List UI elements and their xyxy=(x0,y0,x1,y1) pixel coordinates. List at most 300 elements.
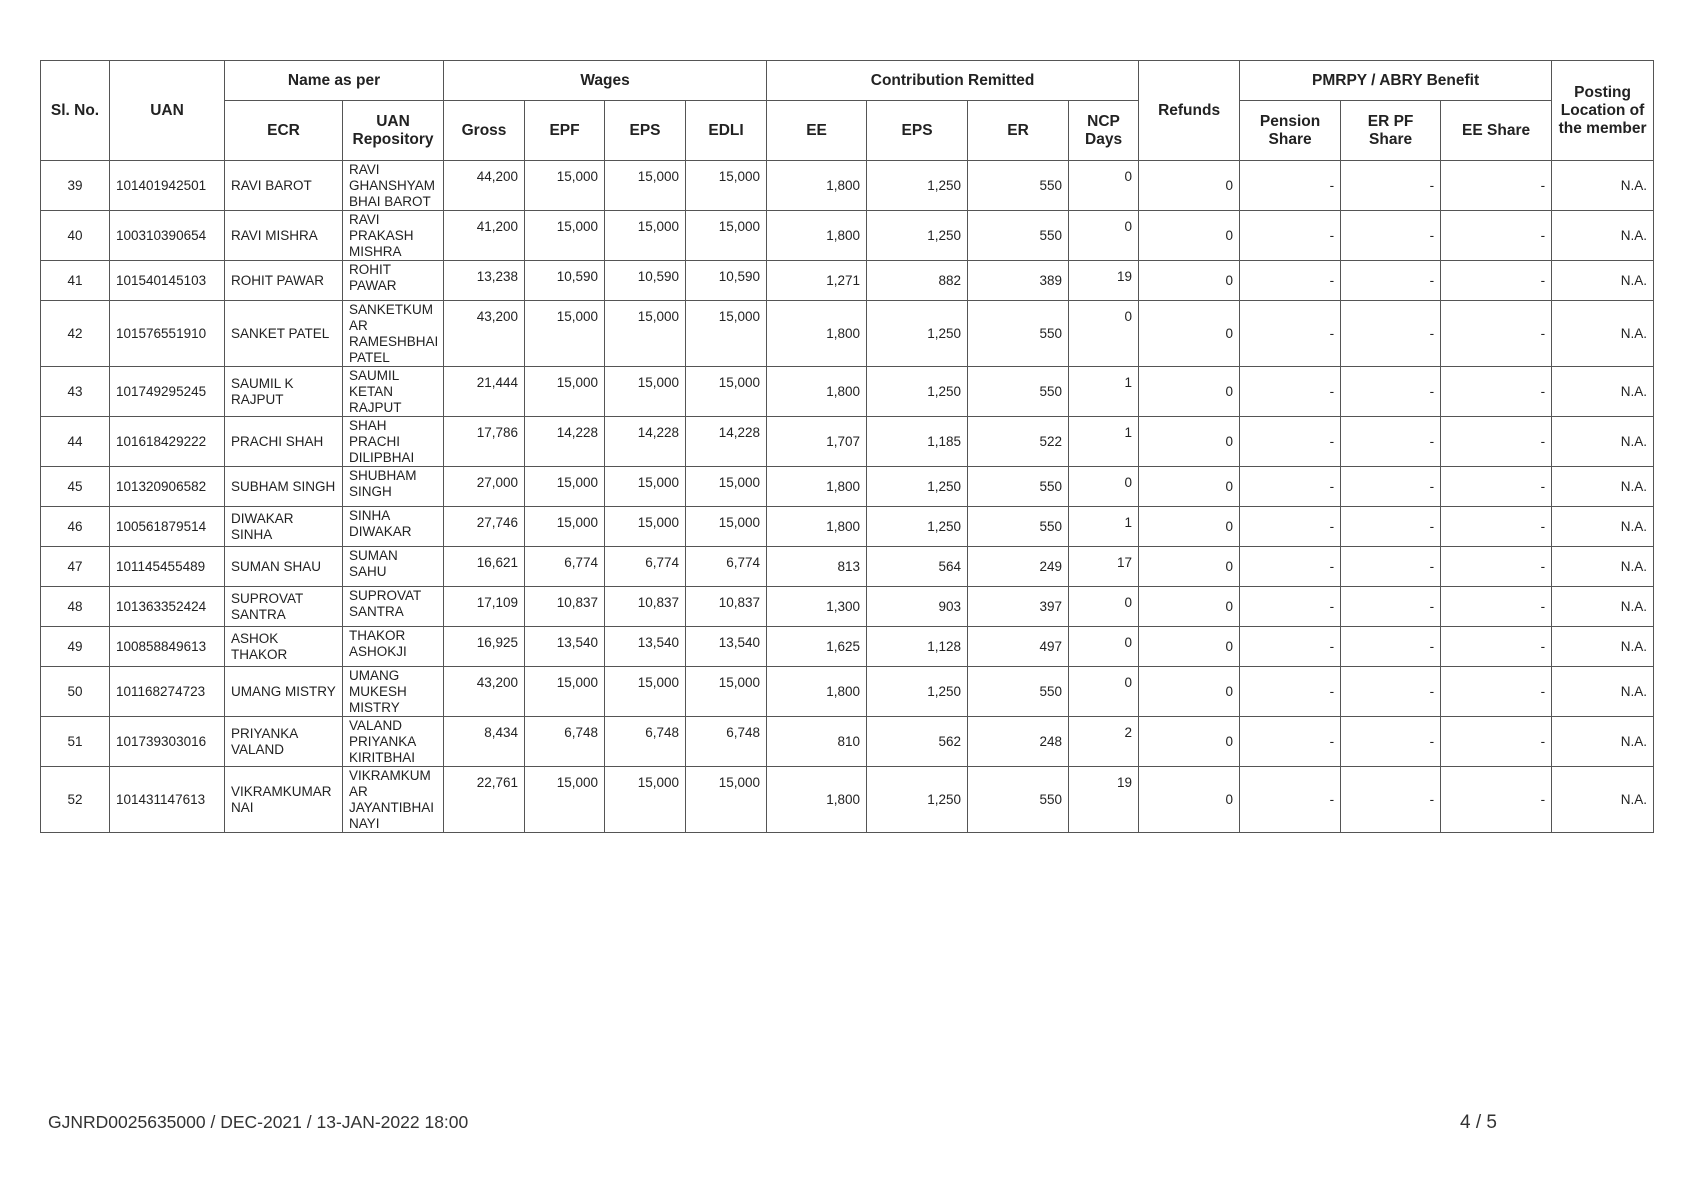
cell-pension-share: - xyxy=(1240,211,1341,261)
repository-name-line: VALAND xyxy=(349,718,403,733)
cell-uan-repository-name xyxy=(343,667,444,717)
cell-uan: 101320906582 xyxy=(110,467,225,507)
cell-ee-share: - xyxy=(1441,261,1552,301)
cell-ee-share: - xyxy=(1441,507,1552,547)
cell-er: 550 xyxy=(968,367,1069,417)
cell-sl-no: 41 xyxy=(41,261,110,301)
cell-gross: 21,444 xyxy=(444,367,525,417)
col-ecr: ECR xyxy=(225,101,343,161)
cell-er: 550 xyxy=(968,667,1069,717)
cell-uan-repository-name xyxy=(343,417,444,467)
cell-ee-share: - xyxy=(1441,717,1552,767)
ecr-sheet xyxy=(40,60,1653,833)
cell-pension-share: - xyxy=(1240,717,1341,767)
cell-eps: 15,000 xyxy=(605,507,686,547)
cell-sl-no: 44 xyxy=(41,417,110,467)
cell-uan-repository-name xyxy=(343,161,444,211)
cell-epf: 10,837 xyxy=(525,587,605,627)
cell-ee-share: - xyxy=(1441,667,1552,717)
col-epf: EPF xyxy=(525,101,605,161)
cell-uan: 101576551910 xyxy=(110,301,225,367)
table-body xyxy=(41,161,1654,833)
cell-ecr-name: RAVI BAROT xyxy=(225,161,343,211)
cell-contrib-eps: 1,250 xyxy=(867,667,968,717)
cell-ee-share: - xyxy=(1441,547,1552,587)
cell-contrib-eps: 1,185 xyxy=(867,417,968,467)
page-number: 4 / 5 xyxy=(1460,1112,1497,1133)
group-wages: Wages xyxy=(444,61,767,101)
col-posting-location: Posting Location of the member xyxy=(1552,61,1654,161)
cell-er-pf-share: - xyxy=(1341,767,1441,833)
cell-ecr-name: PRACHI SHAH xyxy=(225,417,343,467)
cell-ee-share: - xyxy=(1441,627,1552,667)
cell-er-pf-share: - xyxy=(1341,467,1441,507)
cell-pension-share: - xyxy=(1240,667,1341,717)
cell-refunds: 0 xyxy=(1139,587,1240,627)
cell-pension-share: - xyxy=(1240,507,1341,547)
cell-sl-no: 49 xyxy=(41,627,110,667)
cell-posting-location: N.A. xyxy=(1552,717,1654,767)
cell-eps: 10,837 xyxy=(605,587,686,627)
cell-epf: 15,000 xyxy=(525,507,605,547)
repository-name-line: MISTRY xyxy=(349,700,400,715)
cell-edli: 15,000 xyxy=(686,667,767,717)
cell-epf: 15,000 xyxy=(525,211,605,261)
cell-refunds: 0 xyxy=(1139,767,1240,833)
cell-uan: 101749295245 xyxy=(110,367,225,417)
cell-refunds: 0 xyxy=(1139,717,1240,767)
cell-gross: 43,200 xyxy=(444,301,525,367)
col-edli: EDLI xyxy=(686,101,767,161)
col-er-pf-share: ER PF Share xyxy=(1341,101,1441,161)
cell-uan: 101363352424 xyxy=(110,587,225,627)
repository-name-line: RAMESHBHAI xyxy=(349,334,439,349)
repository-name-line: AR xyxy=(349,784,368,799)
cell-refunds: 0 xyxy=(1139,161,1240,211)
repository-name-line: SAUMIL xyxy=(349,368,400,383)
cell-uan: 101431147613 xyxy=(110,767,225,833)
cell-uan-repository-name xyxy=(343,301,444,367)
cell-uan-repository-name xyxy=(343,367,444,417)
repository-name-line: ASHOKJI xyxy=(349,644,407,659)
repository-name-line: DIWAKAR xyxy=(349,524,412,539)
cell-ee: 810 xyxy=(767,717,867,767)
cell-sl-no: 52 xyxy=(41,767,110,833)
cell-ee: 1,800 xyxy=(767,211,867,261)
cell-ee: 1,800 xyxy=(767,161,867,211)
cell-ee: 1,800 xyxy=(767,367,867,417)
group-pmrpy-abry: PMRPY / ABRY Benefit xyxy=(1240,61,1552,101)
cell-edli: 6,774 xyxy=(686,547,767,587)
cell-ncp-days: 1 xyxy=(1069,417,1139,467)
cell-er: 249 xyxy=(968,547,1069,587)
cell-ncp-days: 0 xyxy=(1069,587,1139,627)
cell-contrib-eps: 1,250 xyxy=(867,301,968,367)
repository-name-line: SINHA xyxy=(349,508,391,523)
cell-gross: 43,200 xyxy=(444,667,525,717)
cell-ecr-name: PRIYANKA VALAND xyxy=(225,717,343,767)
cell-uan-repository-name xyxy=(343,587,444,627)
cell-gross: 22,761 xyxy=(444,767,525,833)
cell-pension-share: - xyxy=(1240,261,1341,301)
repository-name-line: RAVI xyxy=(349,212,380,227)
col-ncp-days: NCP Days xyxy=(1069,101,1139,161)
cell-uan: 100858849613 xyxy=(110,627,225,667)
cell-refunds: 0 xyxy=(1139,367,1240,417)
cell-sl-no: 47 xyxy=(41,547,110,587)
cell-pension-share: - xyxy=(1240,587,1341,627)
cell-uan-repository-name xyxy=(343,211,444,261)
repository-name-line: JAYANTIBHAI xyxy=(349,800,435,815)
cell-ecr-name: ROHIT PAWAR xyxy=(225,261,343,301)
repository-name-line: SINGH xyxy=(349,484,392,499)
repository-name-line: THAKOR xyxy=(349,628,406,643)
cell-refunds: 0 xyxy=(1139,211,1240,261)
cell-epf: 15,000 xyxy=(525,667,605,717)
cell-sl-no: 40 xyxy=(41,211,110,261)
cell-gross: 44,200 xyxy=(444,161,525,211)
repository-name-line: SAHU xyxy=(349,564,387,579)
repository-name-line: PAWAR xyxy=(349,278,397,293)
cell-sl-no: 43 xyxy=(41,367,110,417)
repository-name-line: KIRITBHAI xyxy=(349,750,416,765)
cell-contrib-eps: 1,250 xyxy=(867,507,968,547)
cell-edli: 15,000 xyxy=(686,467,767,507)
repository-name-line: UMANG xyxy=(349,668,400,683)
col-gross: Gross xyxy=(444,101,525,161)
cell-ee: 1,271 xyxy=(767,261,867,301)
cell-uan: 101540145103 xyxy=(110,261,225,301)
cell-gross: 8,434 xyxy=(444,717,525,767)
cell-uan: 100310390654 xyxy=(110,211,225,261)
col-uan-repository: UAN Repository xyxy=(343,101,444,161)
cell-uan-repository-name xyxy=(343,547,444,587)
cell-er: 397 xyxy=(968,587,1069,627)
cell-epf: 15,000 xyxy=(525,161,605,211)
cell-refunds: 0 xyxy=(1139,667,1240,717)
cell-uan: 101618429222 xyxy=(110,417,225,467)
cell-posting-location: N.A. xyxy=(1552,667,1654,717)
cell-ecr-name: SANKET PATEL xyxy=(225,301,343,367)
cell-ncp-days: 1 xyxy=(1069,507,1139,547)
cell-ee-share: - xyxy=(1441,587,1552,627)
table-row xyxy=(41,667,1654,717)
cell-pension-share: - xyxy=(1240,367,1341,417)
cell-epf: 15,000 xyxy=(525,467,605,507)
cell-pension-share: - xyxy=(1240,161,1341,211)
repository-name-line: MISHRA xyxy=(349,244,402,259)
cell-edli: 15,000 xyxy=(686,507,767,547)
cell-contrib-eps: 562 xyxy=(867,717,968,767)
cell-er: 550 xyxy=(968,211,1069,261)
cell-posting-location: N.A. xyxy=(1552,767,1654,833)
cell-gross: 27,746 xyxy=(444,507,525,547)
cell-ncp-days: 0 xyxy=(1069,627,1139,667)
cell-contrib-eps: 1,250 xyxy=(867,467,968,507)
cell-er-pf-share: - xyxy=(1341,367,1441,417)
cell-edli: 14,228 xyxy=(686,417,767,467)
cell-ee-share: - xyxy=(1441,301,1552,367)
group-name-as-per: Name as per xyxy=(225,61,444,101)
cell-ecr-name: ASHOK THAKOR xyxy=(225,627,343,667)
cell-posting-location: N.A. xyxy=(1552,367,1654,417)
repository-name-line: RAJPUT xyxy=(349,400,402,415)
cell-er-pf-share: - xyxy=(1341,627,1441,667)
cell-uan-repository-name xyxy=(343,717,444,767)
cell-epf: 6,774 xyxy=(525,547,605,587)
cell-posting-location: N.A. xyxy=(1552,627,1654,667)
cell-edli: 6,748 xyxy=(686,717,767,767)
cell-er: 550 xyxy=(968,767,1069,833)
cell-er: 550 xyxy=(968,507,1069,547)
cell-ecr-name: SAUMIL K RAJPUT xyxy=(225,367,343,417)
cell-ee: 1,707 xyxy=(767,417,867,467)
cell-edli: 15,000 xyxy=(686,367,767,417)
cell-ee-share: - xyxy=(1441,467,1552,507)
cell-ncp-days: 19 xyxy=(1069,261,1139,301)
cell-epf: 15,000 xyxy=(525,367,605,417)
cell-ncp-days: 0 xyxy=(1069,161,1139,211)
cell-ecr-name: SUPROVAT SANTRA xyxy=(225,587,343,627)
cell-refunds: 0 xyxy=(1139,507,1240,547)
cell-ee-share: - xyxy=(1441,161,1552,211)
cell-gross: 27,000 xyxy=(444,467,525,507)
cell-ncp-days: 17 xyxy=(1069,547,1139,587)
cell-eps: 10,590 xyxy=(605,261,686,301)
cell-contrib-eps: 564 xyxy=(867,547,968,587)
cell-contrib-eps: 1,250 xyxy=(867,211,968,261)
cell-er-pf-share: - xyxy=(1341,667,1441,717)
repository-name-line: SANTRA xyxy=(349,604,404,619)
cell-ecr-name: UMANG MISTRY xyxy=(225,667,343,717)
cell-uan: 101168274723 xyxy=(110,667,225,717)
cell-pension-share: - xyxy=(1240,467,1341,507)
col-sl-no: Sl. No. xyxy=(41,61,110,161)
cell-pension-share: - xyxy=(1240,301,1341,367)
cell-ee: 1,625 xyxy=(767,627,867,667)
table-row xyxy=(41,367,1654,417)
footer-reference: GJNRD0025635000 / DEC-2021 / 13-JAN-2022 18:00 xyxy=(48,1112,469,1132)
cell-refunds: 0 xyxy=(1139,467,1240,507)
cell-gross: 16,925 xyxy=(444,627,525,667)
cell-edli: 10,837 xyxy=(686,587,767,627)
cell-contrib-eps: 1,250 xyxy=(867,161,968,211)
repository-name-line: SUPROVAT xyxy=(349,588,422,603)
cell-ecr-name: SUMAN SHAU xyxy=(225,547,343,587)
cell-sl-no: 42 xyxy=(41,301,110,367)
cell-ncp-days: 0 xyxy=(1069,301,1139,367)
cell-sl-no: 50 xyxy=(41,667,110,717)
cell-gross: 17,786 xyxy=(444,417,525,467)
repository-name-line: PRIYANKA xyxy=(349,734,417,749)
cell-posting-location: N.A. xyxy=(1552,211,1654,261)
cell-er: 389 xyxy=(968,261,1069,301)
cell-er-pf-share: - xyxy=(1341,301,1441,367)
table-row xyxy=(41,547,1654,587)
cell-er: 522 xyxy=(968,417,1069,467)
cell-eps: 15,000 xyxy=(605,767,686,833)
cell-uan-repository-name xyxy=(343,507,444,547)
repository-name-line: RAVI xyxy=(349,162,380,177)
cell-uan-repository-name xyxy=(343,627,444,667)
cell-ee-share: - xyxy=(1441,767,1552,833)
cell-ee: 1,800 xyxy=(767,301,867,367)
cell-epf: 15,000 xyxy=(525,301,605,367)
cell-posting-location: N.A. xyxy=(1552,301,1654,367)
cell-refunds: 0 xyxy=(1139,261,1240,301)
col-refunds: Refunds xyxy=(1139,61,1240,161)
repository-name-line: BHAI BAROT xyxy=(349,194,431,209)
cell-uan-repository-name xyxy=(343,261,444,301)
table-row xyxy=(41,261,1654,301)
repository-name-line: MUKESH xyxy=(349,684,407,699)
cell-edli: 10,590 xyxy=(686,261,767,301)
cell-eps: 6,748 xyxy=(605,717,686,767)
cell-ee: 1,800 xyxy=(767,767,867,833)
col-ee: EE xyxy=(767,101,867,161)
repository-name-line: AR xyxy=(349,318,368,333)
repository-name-line: KETAN xyxy=(349,384,394,399)
repository-name-line: ROHIT xyxy=(349,262,391,277)
cell-sl-no: 46 xyxy=(41,507,110,547)
table-row xyxy=(41,767,1654,833)
repository-name-line: NAYI xyxy=(349,816,380,831)
table-row xyxy=(41,467,1654,507)
cell-ecr-name: VIKRAMKUMAR NAI xyxy=(225,767,343,833)
cell-contrib-eps: 1,250 xyxy=(867,767,968,833)
cell-ee-share: - xyxy=(1441,367,1552,417)
col-er: ER xyxy=(968,101,1069,161)
cell-epf: 6,748 xyxy=(525,717,605,767)
cell-eps: 15,000 xyxy=(605,467,686,507)
cell-er-pf-share: - xyxy=(1341,587,1441,627)
cell-posting-location: N.A. xyxy=(1552,547,1654,587)
cell-gross: 13,238 xyxy=(444,261,525,301)
cell-contrib-eps: 903 xyxy=(867,587,968,627)
cell-ncp-days: 19 xyxy=(1069,767,1139,833)
cell-sl-no: 45 xyxy=(41,467,110,507)
cell-ee-share: - xyxy=(1441,417,1552,467)
table-row xyxy=(41,301,1654,367)
col-ee-share: EE Share xyxy=(1441,101,1552,161)
repository-name-line: SUMAN xyxy=(349,548,398,563)
col-contrib-eps: EPS xyxy=(867,101,968,161)
table-row xyxy=(41,507,1654,547)
cell-uan: 101145455489 xyxy=(110,547,225,587)
cell-eps: 15,000 xyxy=(605,211,686,261)
repository-name-line: PATEL xyxy=(349,350,390,365)
col-eps: EPS xyxy=(605,101,686,161)
table-row xyxy=(41,161,1654,211)
cell-eps: 15,000 xyxy=(605,301,686,367)
cell-refunds: 0 xyxy=(1139,417,1240,467)
repository-name-line: PRAKASH xyxy=(349,228,414,243)
cell-posting-location: N.A. xyxy=(1552,467,1654,507)
group-contribution-remitted: Contribution Remitted xyxy=(767,61,1139,101)
cell-ecr-name: RAVI MISHRA xyxy=(225,211,343,261)
cell-er: 550 xyxy=(968,467,1069,507)
cell-uan: 101401942501 xyxy=(110,161,225,211)
cell-ncp-days: 0 xyxy=(1069,467,1139,507)
ecr-table xyxy=(40,60,1654,833)
cell-pension-share: - xyxy=(1240,767,1341,833)
cell-posting-location: N.A. xyxy=(1552,161,1654,211)
cell-epf: 13,540 xyxy=(525,627,605,667)
table-row xyxy=(41,211,1654,261)
table-header xyxy=(41,61,1654,161)
cell-epf: 15,000 xyxy=(525,767,605,833)
cell-ncp-days: 1 xyxy=(1069,367,1139,417)
cell-edli: 15,000 xyxy=(686,161,767,211)
cell-ecr-name: SUBHAM SINGH xyxy=(225,467,343,507)
cell-epf: 14,228 xyxy=(525,417,605,467)
col-uan: UAN xyxy=(110,61,225,161)
cell-contrib-eps: 1,250 xyxy=(867,367,968,417)
cell-pension-share: - xyxy=(1240,627,1341,667)
cell-sl-no: 48 xyxy=(41,587,110,627)
repository-name-line: GHANSHYAM xyxy=(349,178,436,193)
table-row xyxy=(41,587,1654,627)
cell-refunds: 0 xyxy=(1139,301,1240,367)
cell-contrib-eps: 882 xyxy=(867,261,968,301)
cell-ee: 1,800 xyxy=(767,467,867,507)
cell-ncp-days: 0 xyxy=(1069,211,1139,261)
cell-er: 550 xyxy=(968,301,1069,367)
cell-edli: 15,000 xyxy=(686,211,767,261)
cell-edli: 15,000 xyxy=(686,301,767,367)
cell-ecr-name: DIWAKAR SINHA xyxy=(225,507,343,547)
cell-eps: 14,228 xyxy=(605,417,686,467)
cell-ncp-days: 0 xyxy=(1069,667,1139,717)
repository-name-line: SHAH xyxy=(349,418,387,433)
cell-ncp-days: 2 xyxy=(1069,717,1139,767)
cell-pension-share: - xyxy=(1240,547,1341,587)
cell-sl-no: 51 xyxy=(41,717,110,767)
repository-name-line: SANKETKUM xyxy=(349,302,434,317)
cell-gross: 16,621 xyxy=(444,547,525,587)
cell-uan: 101739303016 xyxy=(110,717,225,767)
cell-eps: 15,000 xyxy=(605,667,686,717)
cell-contrib-eps: 1,128 xyxy=(867,627,968,667)
table-row xyxy=(41,717,1654,767)
cell-edli: 15,000 xyxy=(686,767,767,833)
table-row xyxy=(41,627,1654,667)
cell-ee: 1,800 xyxy=(767,507,867,547)
cell-posting-location: N.A. xyxy=(1552,261,1654,301)
table-row xyxy=(41,417,1654,467)
cell-uan-repository-name xyxy=(343,767,444,833)
cell-ee: 1,300 xyxy=(767,587,867,627)
cell-eps: 15,000 xyxy=(605,161,686,211)
repository-name-line: VIKRAMKUM xyxy=(349,768,431,783)
cell-ee-share: - xyxy=(1441,211,1552,261)
cell-er-pf-share: - xyxy=(1341,211,1441,261)
cell-pension-share: - xyxy=(1240,417,1341,467)
cell-sl-no: 39 xyxy=(41,161,110,211)
cell-er-pf-share: - xyxy=(1341,717,1441,767)
cell-epf: 10,590 xyxy=(525,261,605,301)
col-pension-share: Pension Share xyxy=(1240,101,1341,161)
cell-eps: 6,774 xyxy=(605,547,686,587)
cell-er: 550 xyxy=(968,161,1069,211)
cell-posting-location: N.A. xyxy=(1552,587,1654,627)
cell-posting-location: N.A. xyxy=(1552,417,1654,467)
cell-refunds: 0 xyxy=(1139,627,1240,667)
cell-er-pf-share: - xyxy=(1341,547,1441,587)
cell-ee: 1,800 xyxy=(767,667,867,717)
cell-er: 248 xyxy=(968,717,1069,767)
cell-posting-location: N.A. xyxy=(1552,507,1654,547)
